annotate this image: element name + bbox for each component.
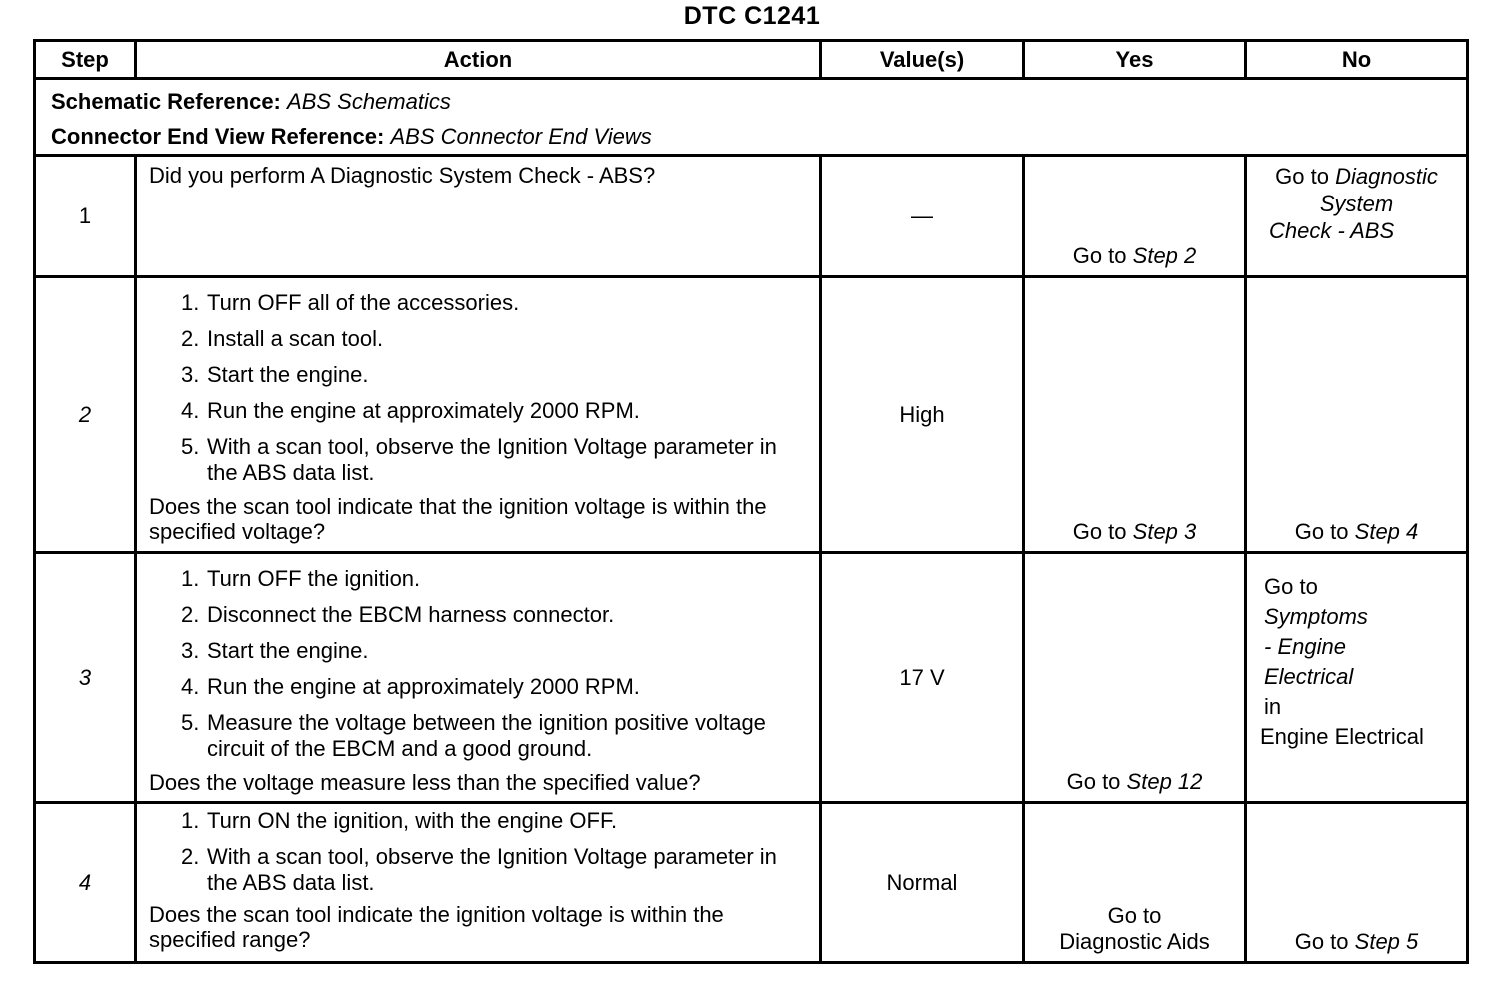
action-question: Does the scan tool indicate the ignition voltage is within the specified range?: [149, 902, 724, 952]
connector-reference-link[interactable]: ABS Connector End Views: [390, 124, 652, 149]
no-link[interactable]: Symptoms: [1264, 604, 1368, 629]
no-cell: [1246, 156, 1468, 277]
action-cell: [136, 156, 821, 277]
list-item: 4. Run the engine at approximately 2000 RPM.: [181, 674, 640, 699]
no-cell: [1246, 277, 1468, 553]
yes-cell: [1024, 803, 1246, 963]
header-row: [35, 41, 1468, 79]
step-number: 2: [35, 277, 136, 553]
list-item: 3. Start the engine.: [181, 362, 369, 387]
action-steps-list: [149, 808, 809, 896]
no-link-line2[interactable]: - Engine: [1264, 634, 1346, 659]
no-prefix: Go to: [1294, 929, 1349, 954]
reference-cell: [35, 79, 1468, 156]
header-step: Step: [35, 41, 136, 79]
no-manual-name: Engine Electrical: [1260, 724, 1424, 749]
table-row: [35, 156, 1468, 277]
value-cell: —: [821, 156, 1024, 277]
schematic-reference-link[interactable]: ABS Schematics: [287, 89, 451, 114]
reference-row: [35, 79, 1468, 156]
action-steps-list: [149, 566, 809, 762]
page-title: DTC C1241: [683, 2, 821, 30]
no-link[interactable]: Step 4: [1354, 519, 1419, 544]
yes-cell: [1024, 156, 1246, 277]
no-link-line2[interactable]: System: [1319, 191, 1394, 216]
action-question: Did you perform A Diagnostic System Check - ABS?: [149, 163, 656, 188]
yes-prefix: Go to: [1107, 903, 1162, 928]
header-no: No: [1246, 41, 1468, 79]
no-prefix: Go to: [1264, 574, 1318, 599]
action-steps-list: [149, 290, 809, 486]
action-cell: [136, 553, 821, 803]
schematic-reference-label: Schematic Reference:: [51, 89, 281, 114]
list-item: 3. Start the engine.: [181, 638, 369, 663]
action-question: Does the scan tool indicate that the ignition voltage is within the specified voltage?: [149, 494, 767, 544]
connector-reference-label: Connector End View Reference:: [51, 124, 385, 149]
yes-prefix: Go to: [1072, 519, 1127, 544]
header-yes: Yes: [1024, 41, 1246, 79]
no-cell: [1246, 803, 1468, 963]
no-in-text: in: [1264, 694, 1282, 719]
header-value: Value(s): [821, 41, 1024, 79]
value-cell: High: [821, 277, 1024, 553]
list-item: 2. With a scan tool, observe the Ignition Voltage parameter in the ABS data list.: [181, 844, 777, 895]
action-cell: [136, 803, 821, 963]
diagnostic-table: [33, 39, 1469, 964]
list-item: 1. Turn ON the ignition, with the engine OFF.: [181, 808, 618, 833]
value-cell: 17 V: [821, 553, 1024, 803]
step-number: 3: [35, 553, 136, 803]
yes-prefix: Go to: [1072, 243, 1127, 268]
yes-link[interactable]: Step 12: [1126, 769, 1203, 794]
list-item: 2. Disconnect the EBCM harness connector.: [181, 602, 615, 627]
list-item: 5. With a scan tool, observe the Ignition Voltage parameter in the ABS data list.: [181, 434, 777, 485]
yes-link[interactable]: Step 2: [1132, 243, 1197, 268]
table-row: [35, 277, 1468, 553]
yes-link[interactable]: Step 3: [1132, 519, 1197, 544]
value-cell: Normal: [821, 803, 1024, 963]
no-link-line3[interactable]: Check - ABS: [1269, 218, 1395, 243]
yes-cell: [1024, 277, 1246, 553]
no-link[interactable]: Diagnostic: [1335, 164, 1438, 189]
no-link-line3[interactable]: Electrical: [1264, 664, 1354, 689]
no-link[interactable]: Step 5: [1354, 929, 1419, 954]
yes-link[interactable]: Diagnostic Aids: [1059, 929, 1210, 954]
connector-reference: [51, 119, 1466, 154]
table-row: [35, 553, 1468, 803]
no-cell: [1246, 553, 1468, 803]
schematic-reference: [51, 84, 1466, 119]
list-item: 1. Turn OFF the ignition.: [181, 566, 421, 591]
step-number: 1: [35, 156, 136, 277]
step-number: 4: [35, 803, 136, 963]
action-cell: [136, 277, 821, 553]
yes-cell: [1024, 553, 1246, 803]
header-action: Action: [136, 41, 821, 79]
list-item: 2. Install a scan tool.: [181, 326, 384, 351]
list-item: 5. Measure the voltage between the ignition positive voltage circuit of the EBCM and a good ground.: [181, 710, 766, 761]
action-question: Does the voltage measure less than the specified value?: [149, 770, 701, 795]
no-prefix: Go to: [1275, 164, 1329, 189]
no-prefix: Go to: [1294, 519, 1349, 544]
yes-prefix: Go to: [1066, 769, 1121, 794]
table-row: [35, 803, 1468, 963]
list-item: 4. Run the engine at approximately 2000 RPM.: [181, 398, 640, 423]
list-item: 1. Turn OFF all of the accessories.: [181, 290, 520, 315]
